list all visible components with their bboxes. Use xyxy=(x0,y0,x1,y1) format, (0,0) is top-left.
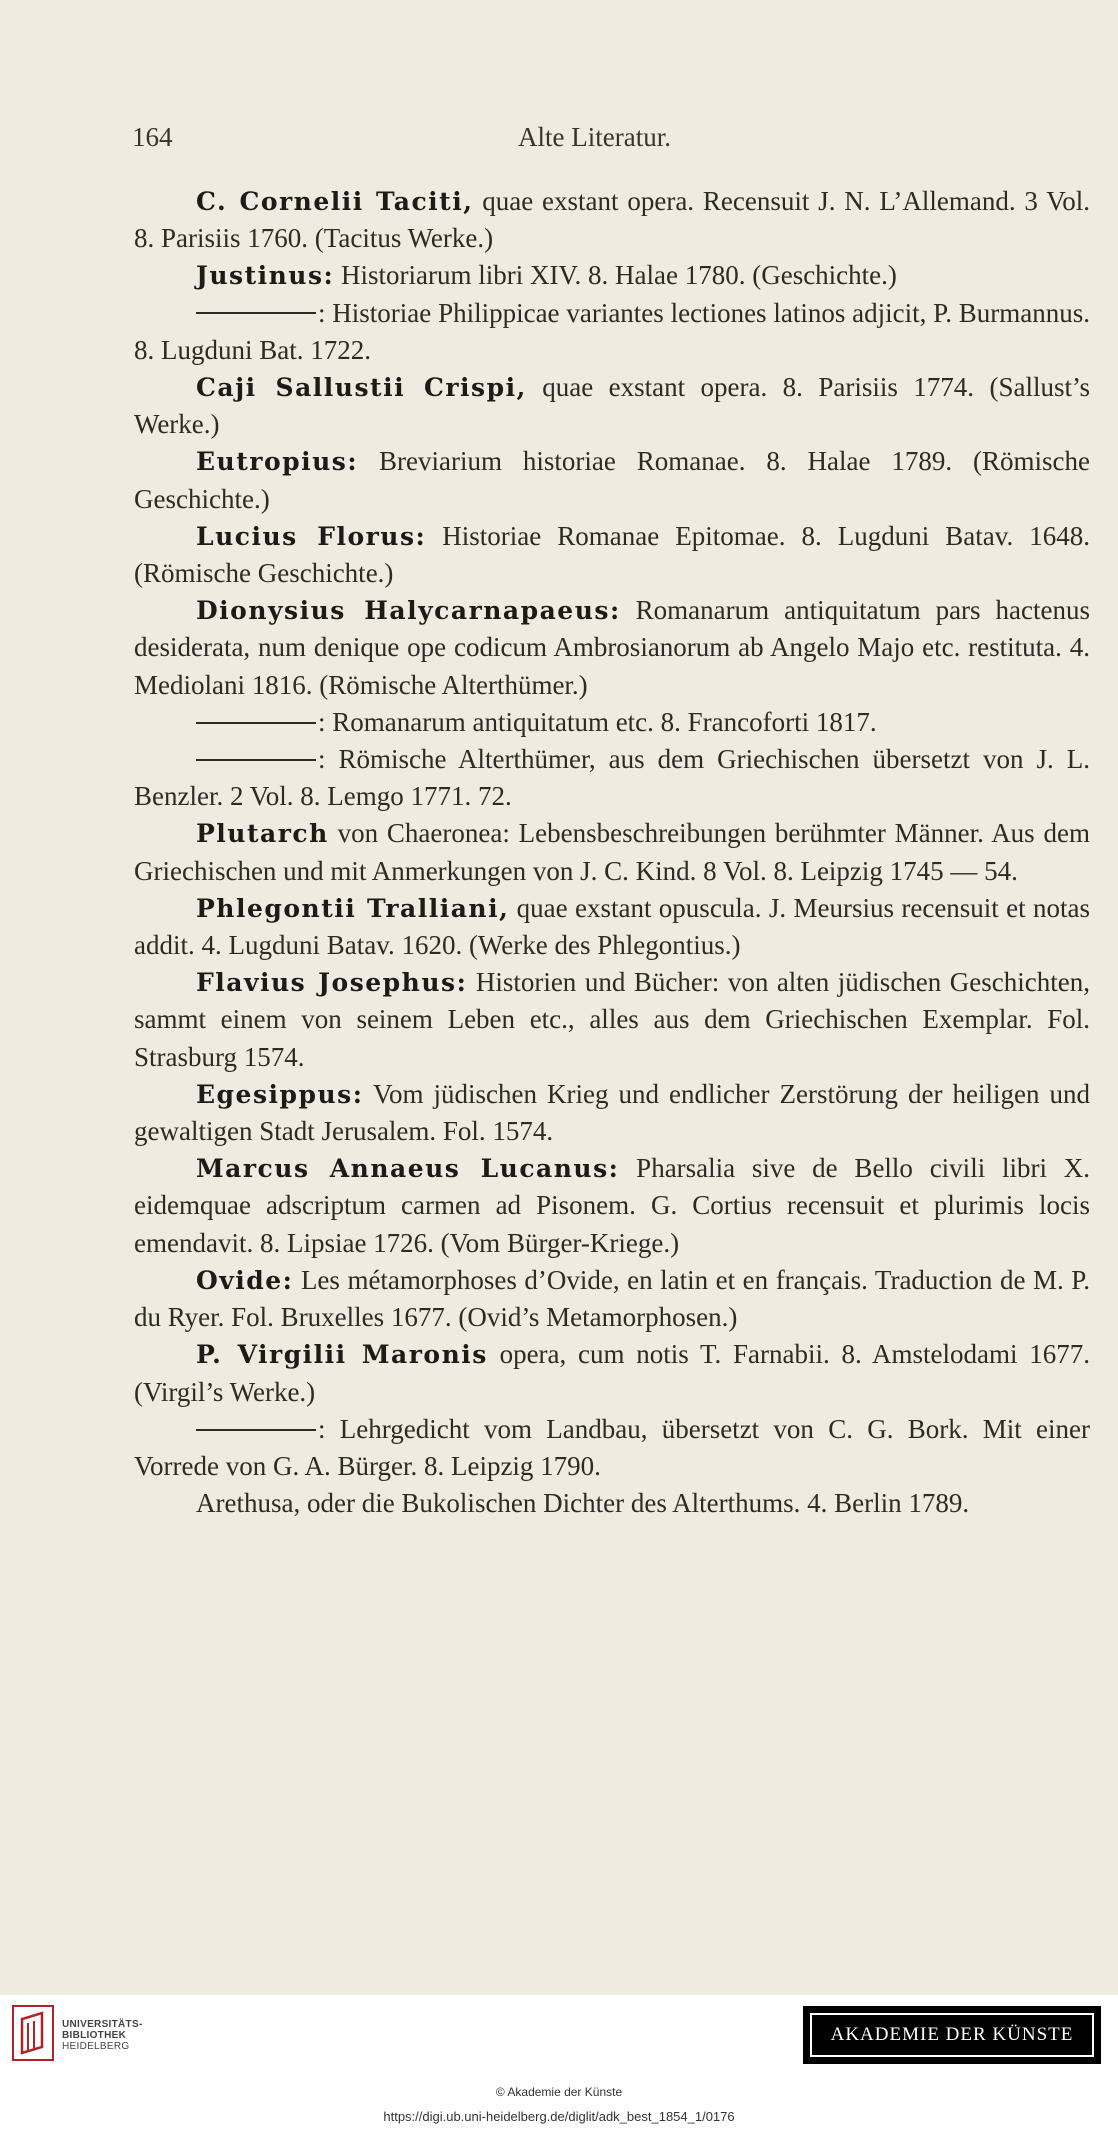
entry-text: Arethusa, oder die Bukolischen Dichter des Alterthums. 4. Berlin 1789. xyxy=(196,1488,970,1519)
entry-text: opera, cum notis T. Farnabii. 8. Amstelodami 1677. (Virgil’s Werke.) xyxy=(134,1339,1090,1407)
page-url-link[interactable]: https://digi.ub.uni-heidelberg.de/diglit/adk_best_1854_1/0176 xyxy=(383,2109,735,2124)
bibliography-entry xyxy=(134,443,1090,517)
page-header xyxy=(132,122,1090,162)
author-name: Lucius Florus: xyxy=(196,521,427,551)
library-line-2: BIBLIOTHEK xyxy=(62,2030,127,2041)
adk-logo-label: AKADEMIE DER KÜNSTE xyxy=(810,2013,1094,2057)
library-logo-icon xyxy=(12,2005,54,2061)
bibliography-entry xyxy=(134,1485,1090,1522)
author-name: P. Virgilii Maronis xyxy=(196,1340,488,1370)
bibliography-text xyxy=(134,183,1090,1522)
entry-text: Romanarum antiquitatum pars hactenus desiderata, num denique ope codicum Ambrosianorum ab Angelo Majo etc. restituta. 4. Mediolani 1816. (Römische Alterthümer.) xyxy=(134,595,1090,700)
bibliography-entry xyxy=(134,257,1090,294)
entry-text: Historiae Romanae Epitomae. 8. Lugduni Batav. 1648. (Römische Geschichte.) xyxy=(134,520,1090,589)
entry-text: Historien und Bücher: von alten jüdischen Geschichten, sammt einem von seinem Leben etc., alles aus dem Griechischen Exemplar. Fol. Strasburg 1574. xyxy=(134,967,1090,1072)
entry-text: : Romanarum antiquitatum etc. 8. Francoforti 1817. xyxy=(318,706,877,737)
entry-text: : Römische Alterthümer, aus dem Griechischen übersetzt von J. L. Benzler. 2 Vol. 8. Lemgo 1771. 72. xyxy=(134,744,1090,812)
entry-text: quae exstant opuscula. J. Meursius recensuit et notas addit. 4. Lugduni Batav. 1620. (Werke des Phlegontius.) xyxy=(134,892,1091,961)
bibliography-entry xyxy=(134,1076,1090,1150)
ditto-dash xyxy=(196,759,316,761)
author-name: Ovide: xyxy=(196,1265,294,1295)
entry-text: : Historiae Philippicae variantes lectiones latinos adjicit, P. Burmannus. 8. Lugduni Bat. 1722. xyxy=(134,297,1090,365)
bibliography-entry xyxy=(134,704,1090,741)
entry-text: Vom jüdischen Krieg und endlicher Zerstörung der heiligen und gewaltigen Stadt Jerusalem. Fol. 1574. xyxy=(134,1078,1090,1147)
author-name: Caji Sallustii Crispi, xyxy=(196,373,527,403)
bibliography-entry xyxy=(134,890,1090,964)
author-name: Justinus: xyxy=(196,261,335,291)
bibliography-entry xyxy=(134,183,1090,257)
copyright-notice: © Akademie der Künste xyxy=(495,2085,623,2099)
bibliography-entry xyxy=(134,369,1090,443)
bibliography-entry xyxy=(134,1262,1090,1336)
bibliography-entry xyxy=(134,1336,1090,1410)
entry-text: Historiarum libri XIV. 8. Halae 1780. (Geschichte.) xyxy=(334,260,897,291)
running-head: Alte Literatur. xyxy=(518,122,671,152)
bibliography-entry xyxy=(134,741,1090,815)
ditto-dash xyxy=(196,1429,316,1431)
library-line-3: HEIDELBERG xyxy=(62,2041,130,2052)
bibliography-entry xyxy=(134,518,1090,592)
entry-text: quae exstant opera. 8. Parisiis 1774. (Sallust’s Werke.) xyxy=(134,372,1090,440)
bibliography-entry xyxy=(134,295,1090,369)
adk-logo[interactable] xyxy=(803,2006,1101,2064)
author-name: Eutropius: xyxy=(196,447,359,477)
page-number: 164 xyxy=(132,122,173,152)
entry-text: quae exstant opera. Recensuit J. N. L’Allemand. 3 Vol. 8. Parisiis 1760. (Tacitus Werke.) xyxy=(134,186,1091,254)
author-name: Phlegontii Tralliani, xyxy=(196,893,510,923)
author-name: Marcus Annaeus Lucanus: xyxy=(196,1154,620,1184)
author-name: Flavius Josephus: xyxy=(196,968,468,998)
library-line-1: UNIVERSITÄTS- xyxy=(62,2019,143,2030)
ditto-dash xyxy=(196,312,316,314)
author-name: C. Cornelii Taciti, xyxy=(196,187,474,216)
bibliography-entry xyxy=(134,815,1090,889)
entry-text: Breviarium historiae Romanae. 8. Halae 1789. (Römische Geschichte.) xyxy=(134,446,1090,514)
entry-text: Pharsalia sive de Bello civili libri X. eidemquae adscriptum carmen ad Pisonem. G. Cortius recensuit et plurimis locis emendavit. 8. Lipsiae 1726. (Vom Bürger-Kriege.) xyxy=(134,1153,1090,1258)
bibliography-entry xyxy=(134,1150,1090,1262)
bibliography-entry xyxy=(134,964,1090,1076)
author-name: Egesippus: xyxy=(196,1079,364,1109)
bibliography-entry xyxy=(134,592,1090,704)
bibliography-entry xyxy=(134,1411,1090,1485)
entry-text: Les métamorphoses d’Ovide, en latin et en français. Traduction de M. P. du Ryer. Fol. Bruxelles 1677. (Ovid’s Metamorphosen.) xyxy=(134,1264,1090,1333)
entry-text: von Chaeronea: Lebensbeschreibungen berühmter Männer. Aus dem Griechischen und mit Anmerkungen von J. C. Kind. 8 Vol. 8. Leipzig 1745 — 54. xyxy=(134,818,1090,886)
ditto-dash xyxy=(196,722,316,724)
library-logo[interactable] xyxy=(12,2003,172,2067)
entry-text: : Lehrgedicht vom Landbau, übersetzt von C. G. Bork. Mit einer Vorrede von G. A. Bürger. 8. Leipzig 1790. xyxy=(134,1413,1090,1481)
author-name: Dionysius Halycarnapaeus: xyxy=(196,596,621,626)
author-name: Plutarch xyxy=(196,819,329,849)
